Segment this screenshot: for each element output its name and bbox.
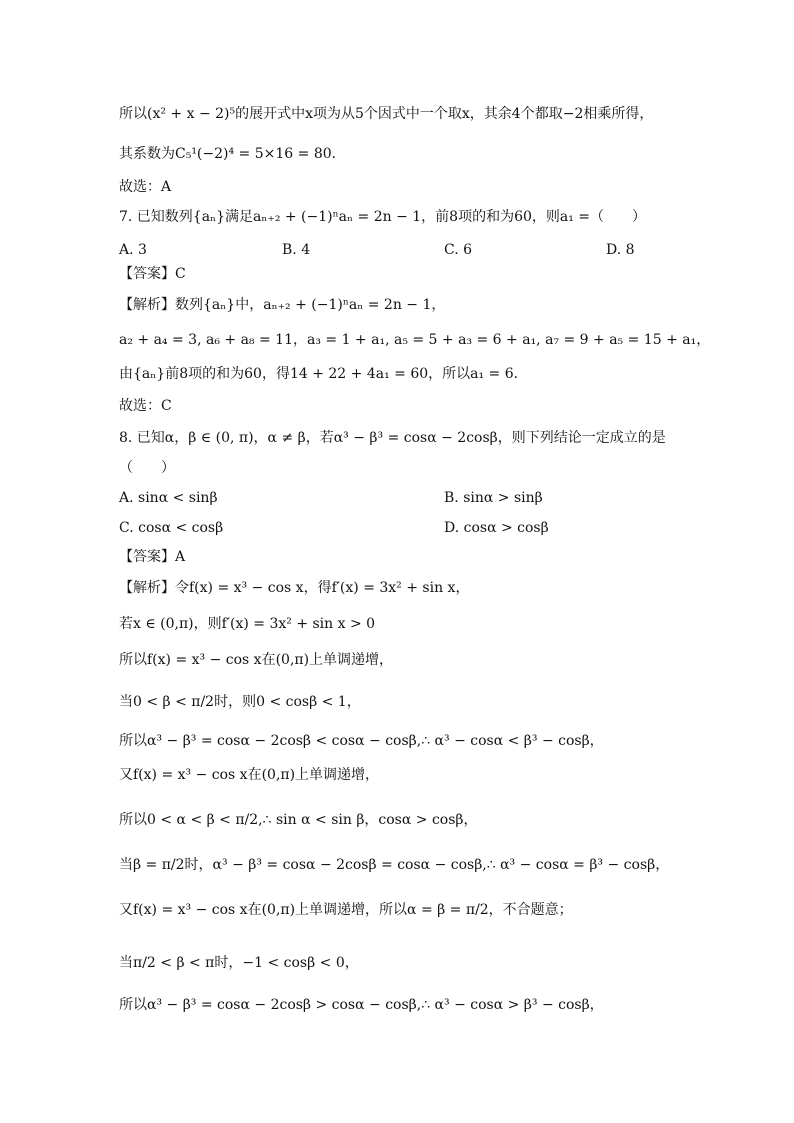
q8-option-a: A. sinα < sinβ — [119, 490, 218, 506]
question-8-stem: 8. 已知α，β ∈ (0, π)，α ≠ β，若α³ − β³ = cosα − 2cosβ，则下列结论一定成立的是 — [119, 430, 666, 446]
q8-option-c: C. cosα < cosβ — [119, 520, 224, 536]
question-7-stem: 7. 已知数列{aₙ}满足aₙ₊₂ + (−1)ⁿaₙ = 2n − 1，前8项的和为60，则a₁ =（ ） — [119, 209, 647, 225]
answer-choice-line: 故选：A — [119, 179, 172, 195]
solution-line: 所以(x² + x − 2)⁵的展开式中x项为从5个因式中一个取x，其余4个都取−2相乘所得， — [119, 106, 654, 122]
q7-option-a: A. 3 — [119, 242, 147, 258]
question-8-paren: （ ） — [119, 460, 175, 476]
analysis-line: 【解析】令f(x) = x³ − cos x，得f′(x) = 3x² + sin x， — [119, 580, 470, 596]
analysis-line: 若x ∈ (0,π)，则f′(x) = 3x² + sin x > 0 — [119, 616, 376, 632]
solution-line: 其系数为C₅¹(−2)⁴ = 5×16 = 80． — [119, 146, 346, 162]
analysis-line: 所以0 < α < β < π/2,∴ sin α < sin β，cosα > cosβ， — [119, 812, 478, 828]
analysis-line: 【解析】数列{aₙ}中，aₙ₊₂ + (−1)ⁿaₙ = 2n − 1， — [119, 297, 446, 313]
analysis-line: 所以f(x) = x³ − cos x在(0,π)上单调递增， — [119, 652, 394, 668]
analysis-line: 由{aₙ}前8项的和为60，得14 + 22 + 4a₁ = 60，所以a₁ = 6． — [119, 366, 528, 382]
analysis-line: 当π/2 < β < π时，−1 < cosβ < 0， — [119, 955, 359, 971]
answer-label: 【答案】C — [119, 266, 186, 282]
analysis-line: 当β = π/2时，α³ − β³ = cosα − 2cosβ = cosα − cosβ,∴ α³ − cosα = β³ − cosβ， — [119, 857, 670, 873]
answer-label: 【答案】A — [119, 549, 186, 565]
analysis-line: 当0 < β < π/2时，则0 < cosβ < 1， — [119, 694, 361, 710]
analysis-line: 所以α³ − β³ = cosα − 2cosβ > cosα − cosβ,∴ α³ − cosα > β³ − cosβ， — [119, 997, 604, 1013]
answer-choice-line: 故选：C — [119, 398, 172, 414]
q8-option-d: D. cosα > cosβ — [444, 520, 549, 536]
q7-option-b: B. 4 — [282, 242, 311, 258]
analysis-line: 所以α³ − β³ = cosα − 2cosβ < cosα − cosβ,∴ α³ − cosα < β³ − cosβ， — [119, 733, 604, 749]
q7-option-c: C. 6 — [444, 242, 473, 258]
analysis-line: 又f(x) = x³ − cos x在(0,π)上单调递增，所以α = β = π/2，不合题意； — [119, 902, 573, 918]
analysis-line: a₂ + a₄ = 3, a₆ + a₈ = 11，a₃ = 1 + a₁, a₅ = 5 + a₃ = 6 + a₁, a₇ = 9 + a₅ = 15 + a₁， — [119, 332, 711, 348]
analysis-line: 又f(x) = x³ − cos x在(0,π)上单调递增， — [119, 767, 380, 783]
q7-option-d: D. 8 — [606, 242, 635, 258]
q8-option-b: B. sinα > sinβ — [444, 490, 543, 506]
